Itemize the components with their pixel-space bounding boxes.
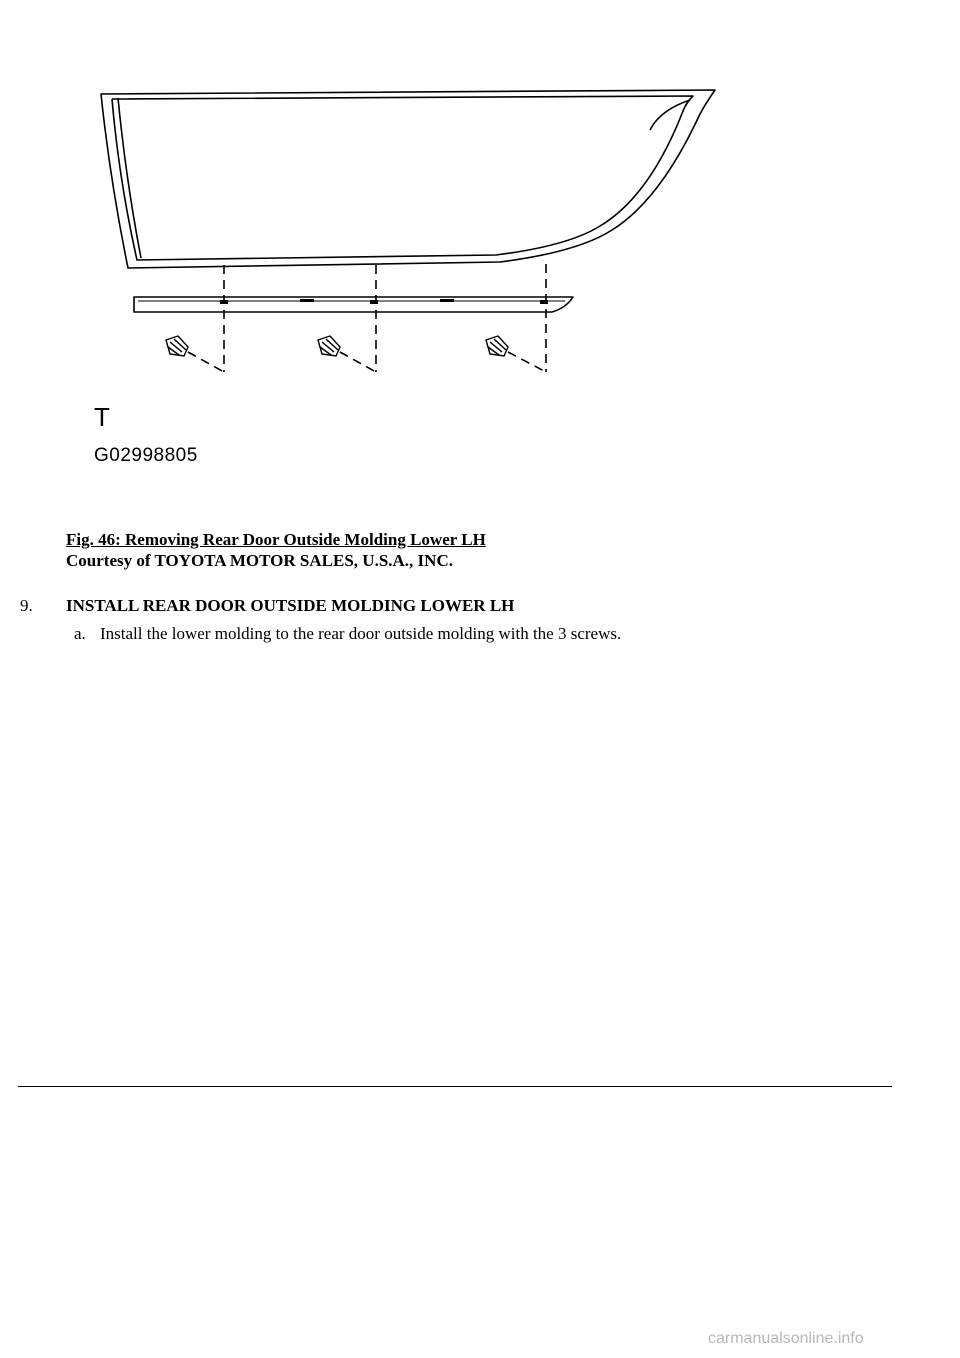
screw-icon [318, 336, 340, 356]
lower-molding-strip [134, 297, 573, 312]
step-number: 9. [20, 596, 33, 615]
procedure-step [20, 595, 514, 616]
page-divider [18, 1086, 892, 1087]
diagram-code: G02998805 [94, 445, 198, 466]
door-molding-outline [101, 90, 715, 268]
substep-letter: a. [74, 624, 86, 643]
molding-diagram-drawing [0, 0, 960, 480]
screw-icon [166, 336, 188, 356]
diagram-mark: T [94, 402, 110, 432]
figure-caption [66, 529, 486, 571]
site-watermark: carmanualsonline.info [708, 1330, 864, 1347]
door-molding-inner-line [112, 96, 693, 260]
alignment-lines [188, 264, 546, 372]
substep-text: Install the lower molding to the rear door outside molding with the 3 screws. [100, 624, 622, 643]
figure-caption-title[interactable]: Fig. 46: Removing Rear Door Outside Molding Lower LH [66, 530, 486, 549]
procedure-substep [74, 623, 621, 644]
screw-icon [486, 336, 508, 356]
step-title: INSTALL REAR DOOR OUTSIDE MOLDING LOWER LH [66, 596, 515, 615]
figure-caption-credit: Courtesy of TOYOTA MOTOR SALES, U.S.A., INC. [66, 551, 453, 570]
molding-diagram [0, 0, 960, 480]
